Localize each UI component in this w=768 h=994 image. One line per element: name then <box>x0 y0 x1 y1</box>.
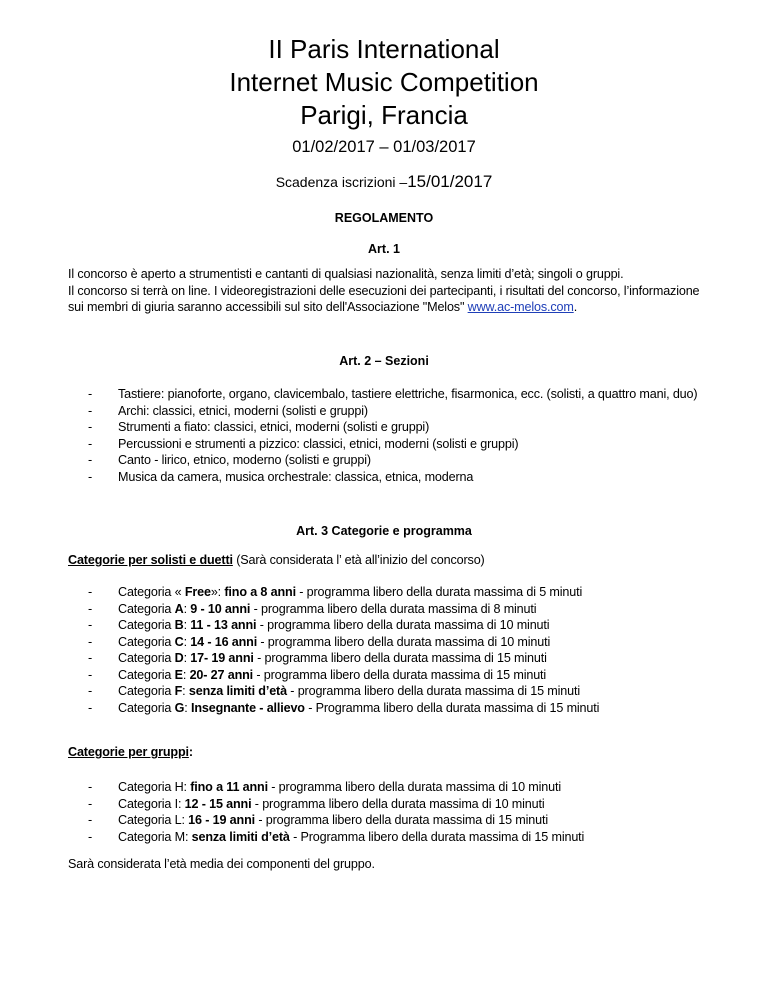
category-age: 16 - 19 anni <box>188 813 255 827</box>
melos-website-link[interactable]: www.ac-melos.com <box>467 300 574 314</box>
section-list-item <box>68 452 697 469</box>
category-age: 11 - 13 anni <box>190 618 257 632</box>
category-program: - Programma libero della durata massima di 15 minuti <box>289 829 585 844</box>
category-age: 14 - 16 anni <box>190 634 258 649</box>
category-program: - programma libero della durata massima di 5 minuti <box>295 585 583 599</box>
sections-list <box>68 386 697 485</box>
dash-bullet: - <box>88 684 93 698</box>
soloist-category-item <box>68 700 599 717</box>
soloists-heading-note: (Sarà considerata l’ età all’inizio del concorso) <box>232 553 485 567</box>
category-key: G <box>174 700 185 715</box>
soloists-heading-title: Categorie per solisti e duetti <box>68 553 233 567</box>
category-age: 17- 19 anni <box>190 651 254 665</box>
art1-line-3-end: . <box>573 300 578 314</box>
group-category-item <box>68 829 584 846</box>
soloist-category-item <box>68 650 599 667</box>
category-program: - programma libero della durata massima di 15 minuti <box>253 651 547 665</box>
category-key: B <box>174 618 184 632</box>
dash-bullet: - <box>88 667 93 682</box>
category-age: Insegnante - allievo <box>190 700 305 715</box>
category-age: senza limiti d’età <box>191 829 290 844</box>
soloist-category-item <box>68 667 599 684</box>
deadline-label: Scadenza iscrizioni – <box>275 174 408 190</box>
section-text: Musica da camera, musica orchestrale: classica, etnica, moderna <box>118 469 474 484</box>
section-text: Archi: classici, etnici, moderni (solisti e gruppi) <box>118 403 368 418</box>
category-separator: : <box>183 651 191 665</box>
category-key: C <box>174 634 184 649</box>
category-program: - programma libero della durata massima di 15 minuti <box>254 813 548 827</box>
category-prefix: Categoria L: <box>118 813 189 827</box>
category-key: F <box>174 684 183 698</box>
category-separator: : <box>183 634 191 649</box>
dash-bullet: - <box>88 651 93 665</box>
soloist-category-item <box>68 617 599 634</box>
category-prefix: Categoria <box>118 618 175 632</box>
category-program: - Programma libero della durata massima di 15 minuti <box>304 700 600 715</box>
registration-deadline <box>0 172 768 192</box>
group-categories-list <box>68 779 584 845</box>
dash-bullet: - <box>88 420 93 434</box>
category-key: A <box>174 601 184 616</box>
deadline-date: 15/01/2017 <box>407 172 493 191</box>
section-list-item <box>68 419 697 436</box>
competition-dates: 01/02/2017 – 01/03/2017 <box>292 138 476 156</box>
section-list-item <box>68 403 697 420</box>
art1-line-2: Il concorso si terrà on line. I videoregistrazioni delle esecuzioni dei partecipanti, i risultati del concorso, l’informazione <box>68 283 700 298</box>
category-program: - programma libero della durata massima di 15 minuti <box>253 667 547 682</box>
dash-bullet: - <box>88 796 93 811</box>
category-separator: : <box>183 618 191 632</box>
category-program: - programma libero della durata massima di 10 minuti <box>257 634 551 649</box>
category-key: Free <box>184 585 211 599</box>
art1-line-3 <box>68 299 718 316</box>
soloist-categories-list <box>68 584 599 716</box>
category-separator: »: <box>210 585 225 599</box>
category-prefix: Categoria <box>118 667 175 682</box>
category-prefix: Categoria M: <box>118 829 192 844</box>
category-separator: : <box>182 684 189 698</box>
soloist-category-item <box>68 584 599 601</box>
category-prefix: Categoria <box>118 634 175 649</box>
title-line-3: Parigi, Francia <box>300 100 468 130</box>
category-program: - programma libero della durata massima di 15 minuti <box>286 684 580 698</box>
category-program: - programma libero della durata massima di 10 minuti <box>251 796 545 811</box>
art1-heading: Art. 1 <box>368 242 400 256</box>
soloist-category-item <box>68 601 599 618</box>
category-separator: : <box>183 601 191 616</box>
regolamento-heading: REGOLAMENTO <box>334 211 434 225</box>
groups-heading <box>68 745 193 759</box>
category-prefix: Categoria H: <box>118 780 191 794</box>
dash-bullet: - <box>88 618 93 632</box>
dash-bullet: - <box>88 436 93 451</box>
category-key: D <box>174 651 184 665</box>
category-program: - programma libero della durata massima di 8 minuti <box>250 601 537 616</box>
soloist-category-item <box>68 683 599 700</box>
dash-bullet: - <box>88 813 93 827</box>
section-list-item <box>68 469 697 486</box>
groups-heading-colon: : <box>188 745 193 759</box>
category-program: - programma libero della durata massima di 10 minuti <box>256 618 550 632</box>
category-age: 9 - 10 anni <box>190 601 251 616</box>
dash-bullet: - <box>88 829 93 844</box>
section-text: Canto - lirico, etnico, moderno (solisti e gruppi) <box>118 453 371 467</box>
category-age: 12 - 15 anni <box>184 796 252 811</box>
art3-heading: Art. 3 Categorie e programma <box>296 524 472 538</box>
category-age: 20- 27 anni <box>189 667 254 682</box>
dash-bullet: - <box>88 403 93 418</box>
group-category-item <box>68 796 584 813</box>
category-age: senza limiti d’età <box>188 684 287 698</box>
art1-paragraph <box>68 266 718 316</box>
category-prefix: Categoria <box>118 601 175 616</box>
groups-heading-title: Categorie per gruppi <box>68 745 189 759</box>
category-prefix: Categoria <box>118 684 175 698</box>
section-text: Percussioni e strumenti a pizzico: classici, etnici, moderni (solisti e gruppi) <box>118 436 519 451</box>
group-age-note: Sarà considerata l’età media dei componenti del gruppo. <box>68 857 375 871</box>
category-prefix: Categoria <box>118 651 175 665</box>
soloist-category-item <box>68 634 599 651</box>
category-separator: : <box>182 667 190 682</box>
art1-line-1: Il concorso è aperto a strumentisti e cantanti di qualsiasi nazionalità, senza limiti d’età; singoli o gruppi. <box>68 267 624 281</box>
category-age: fino a 8 anni <box>224 585 296 599</box>
section-list-item <box>68 386 697 403</box>
category-prefix: Categoria « <box>118 585 185 599</box>
title-line-1: II Paris International <box>268 34 500 64</box>
art1-line-3-text: sui membri di giuria saranno accessibili sul sito dell'Associazione "Melos" <box>68 300 468 314</box>
category-age: fino a 11 anni <box>190 780 268 794</box>
dash-bullet: - <box>88 469 93 484</box>
dash-bullet: - <box>88 634 93 649</box>
dash-bullet: - <box>88 387 93 401</box>
section-text: Strumenti a fiato: classici, etnici, moderni (solisti e gruppi) <box>118 420 430 434</box>
group-category-item <box>68 812 584 829</box>
title-line-2: Internet Music Competition <box>229 67 539 97</box>
category-key: E <box>174 667 183 682</box>
category-separator: : <box>184 700 191 715</box>
dash-bullet: - <box>88 780 93 794</box>
section-text: Tastiere: pianoforte, organo, clavicembalo, tastiere elettriche, fisarmonica, ecc. (solisti, a quattro mani, duo) <box>118 387 698 401</box>
art2-heading: Art. 2 – Sezioni <box>339 354 429 368</box>
dash-bullet: - <box>88 601 93 616</box>
group-category-item <box>68 779 584 796</box>
dash-bullet: - <box>88 453 93 467</box>
category-prefix: Categoria <box>118 700 175 715</box>
category-program: - programma libero della durata massima di 10 minuti <box>267 780 561 794</box>
soloists-heading <box>68 553 485 567</box>
dash-bullet: - <box>88 700 93 715</box>
category-prefix: Categoria I: <box>118 796 185 811</box>
dash-bullet: - <box>88 585 93 599</box>
section-list-item <box>68 436 697 453</box>
